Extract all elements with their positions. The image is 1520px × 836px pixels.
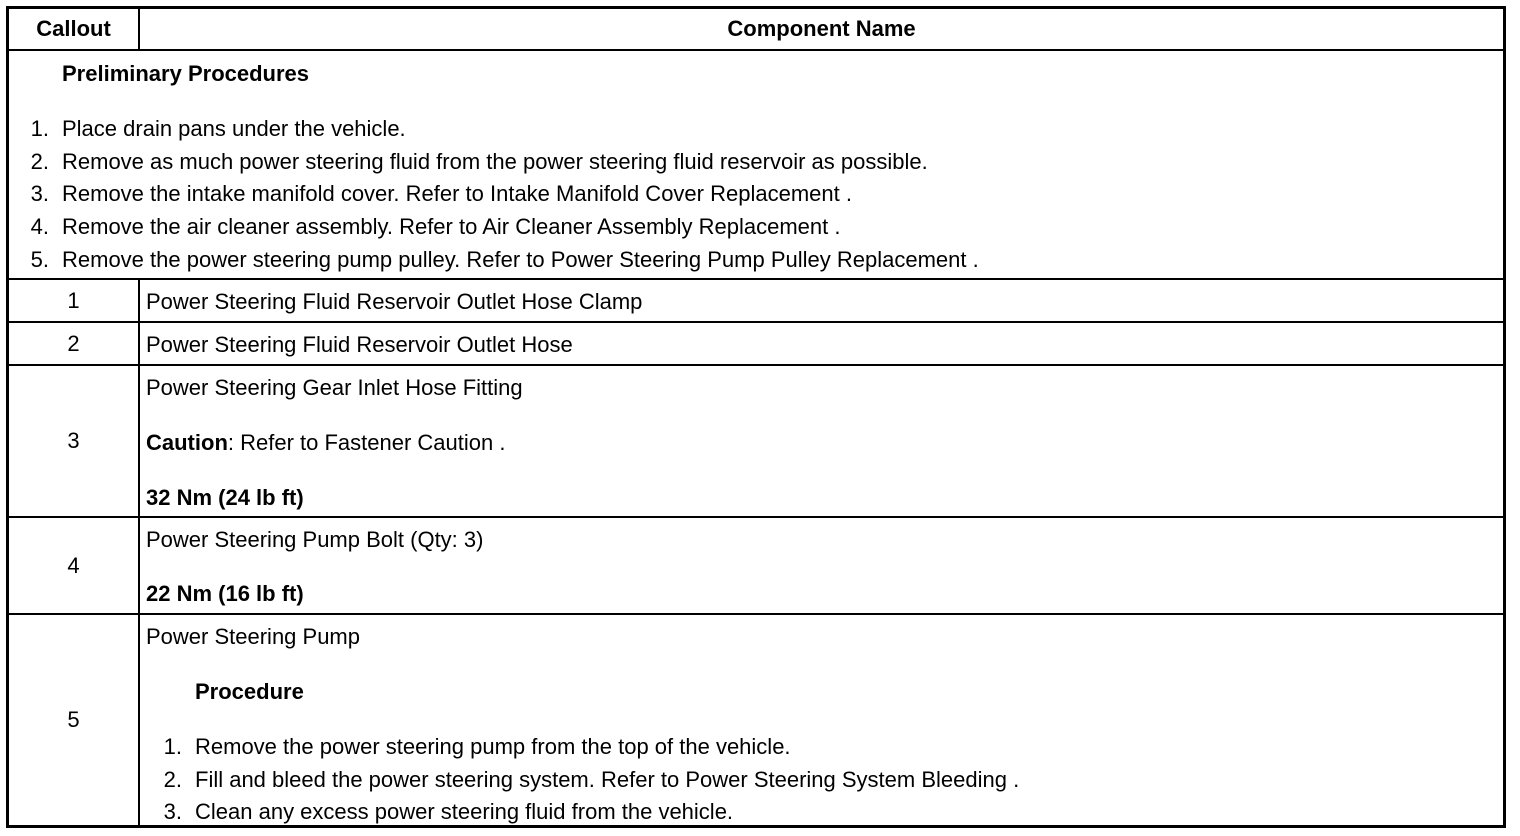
component-name: Power Steering Gear Inlet Hose Fitting (146, 375, 523, 400)
component-cell (140, 518, 1503, 613)
component-name: Power Steering Fluid Reservoir Outlet Hose (146, 332, 573, 357)
step-number: 2. (30, 149, 49, 174)
table-row (9, 613, 1503, 825)
callout-column-header: Callout (9, 9, 140, 49)
procedure-title: Procedure (195, 679, 304, 704)
preliminary-step: Remove the intake manifold cover. Refer to Intake Manifold Cover Replacement . (62, 181, 852, 206)
component-name: Power Steering Fluid Reservoir Outlet Hose Clamp (146, 289, 643, 314)
torque-spec: 32 Nm (24 lb ft) (146, 485, 304, 510)
component-cell (140, 323, 1503, 364)
procedure-step: Clean any excess power steering fluid from the vehicle. (195, 799, 734, 824)
caution-note (146, 430, 505, 456)
step-number: 1. (30, 116, 49, 141)
callout-cell: 5 (9, 615, 140, 825)
preliminary-step: Place drain pans under the vehicle. (62, 116, 406, 141)
table-row (9, 364, 1503, 516)
caution-text: : Refer to Fastener Caution . (227, 430, 506, 455)
component-cell (140, 366, 1503, 516)
procedure-step: Fill and bleed the power steering system. Refer to Power Steering System Bleeding . (195, 767, 1020, 792)
torque-spec: 22 Nm (16 lb ft) (146, 581, 304, 606)
step-number: 2. (163, 767, 182, 792)
preliminary-step: Remove the power steering pump pulley. Refer to Power Steering Pump Pulley Replacement . (62, 247, 979, 272)
procedure-step: Remove the power steering pump from the top of the vehicle. (195, 734, 791, 759)
component-name-column-header: Component Name (727, 16, 916, 41)
component-name: Power Steering Pump Bolt (Qty: 3) (146, 527, 484, 552)
table-header-row (9, 9, 1503, 49)
step-number: 5. (30, 247, 49, 272)
preliminary-step: Remove the air cleaner assembly. Refer to Air Cleaner Assembly Replacement . (62, 214, 841, 239)
table-row (9, 278, 1503, 321)
preliminary-procedures-title: Preliminary Procedures (62, 61, 310, 86)
callout-cell: 3 (9, 366, 140, 516)
step-number: 1. (163, 734, 182, 759)
step-number: 3. (163, 799, 182, 824)
callout-cell: 4 (9, 518, 140, 613)
component-cell (140, 615, 1503, 825)
step-number: 4. (30, 214, 49, 239)
step-number: 3. (30, 181, 49, 206)
callout-cell: 1 (9, 280, 140, 321)
table-row (9, 321, 1503, 364)
caution-label: Caution (146, 430, 228, 455)
preliminary-step: Remove as much power steering fluid from the power steering fluid reservoir as possible. (62, 149, 928, 174)
component-table (6, 6, 1506, 828)
component-name: Power Steering Pump (146, 624, 360, 649)
preliminary-procedures-section (9, 49, 1503, 278)
table-row (9, 516, 1503, 613)
callout-cell: 2 (9, 323, 140, 364)
component-cell (140, 280, 1503, 321)
